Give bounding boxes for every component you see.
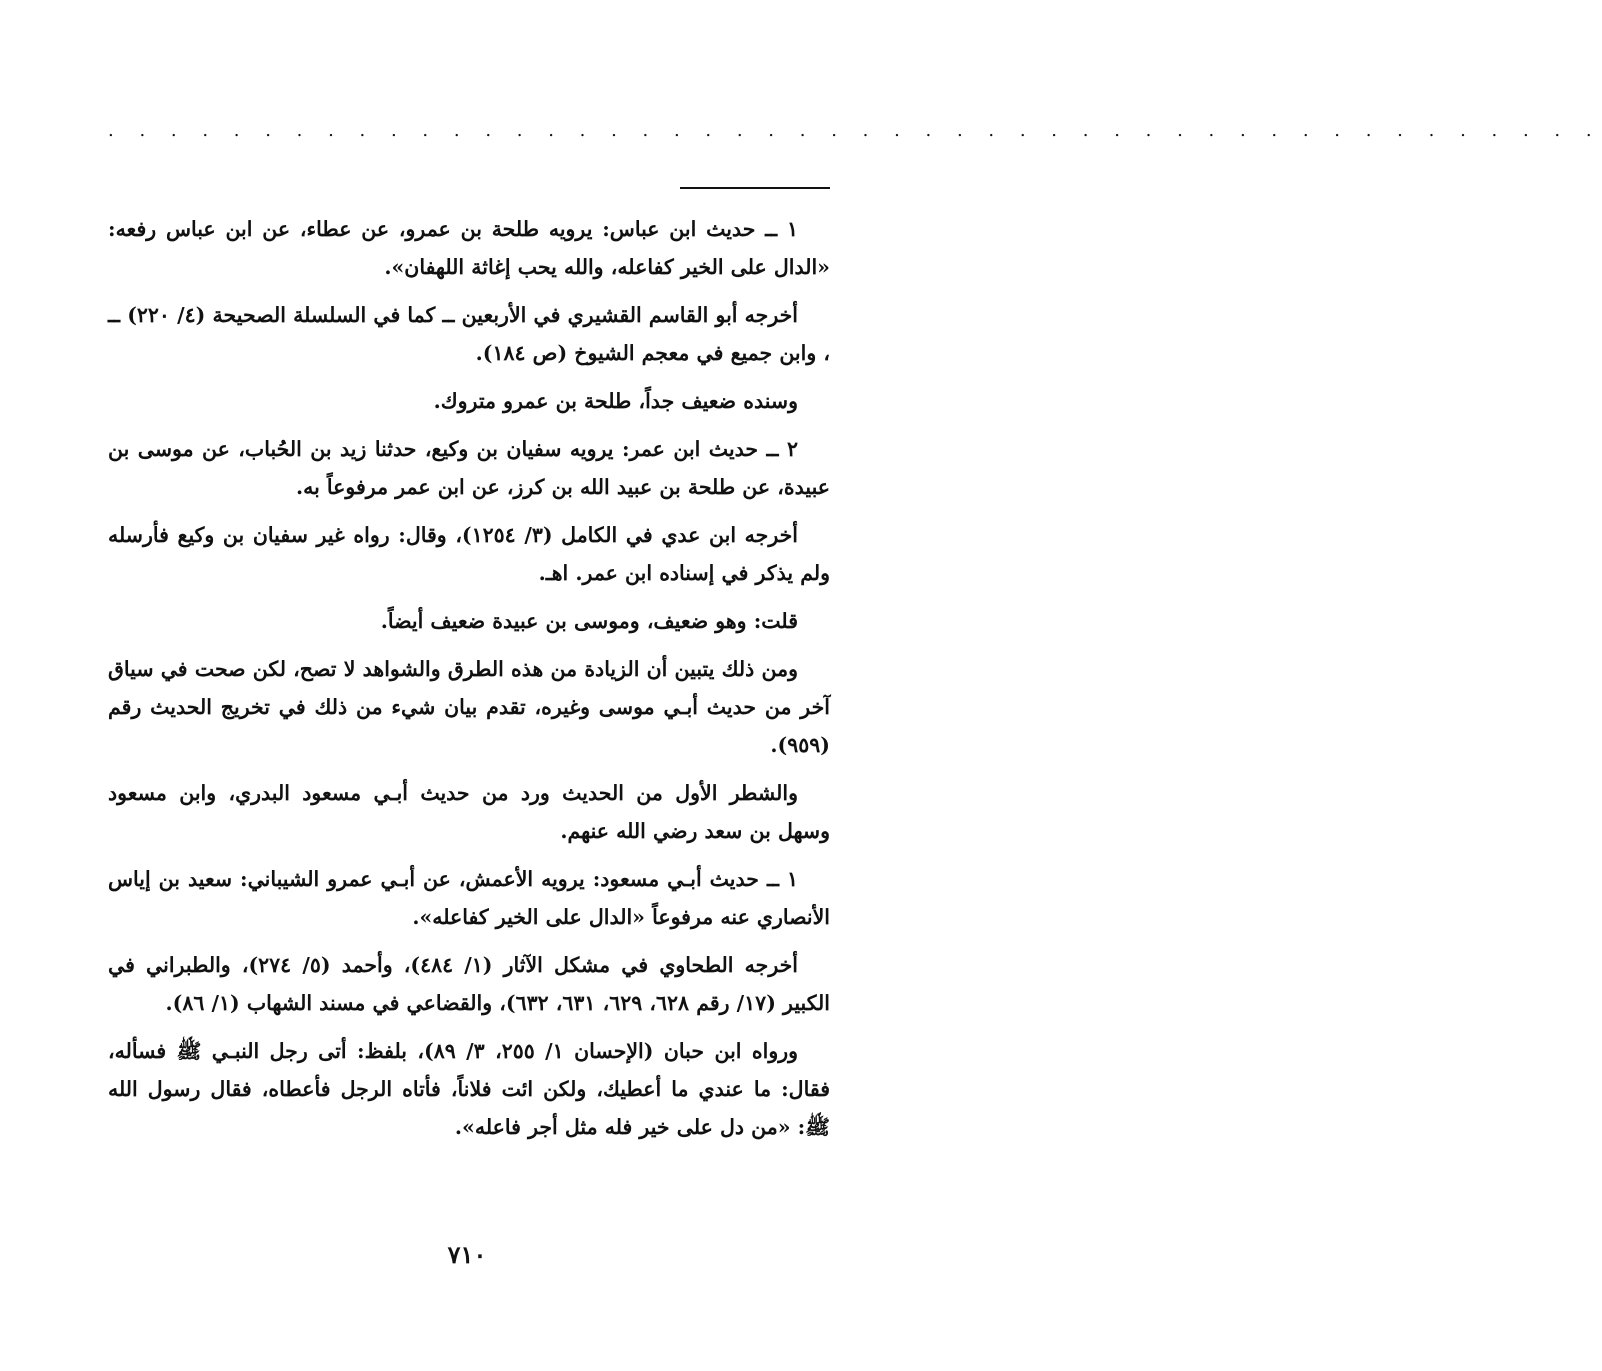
- footnote-rule: [680, 187, 830, 189]
- paragraph-10: أخرجه الطحاوي في مشكل الآثار (١/ ٤٨٤)، وأحمد (٥/ ٢٧٤)، والطبراني في الكبير (١٧/ رقم ٦٢٨، ٦٢٩، ٦٣١، ٦٣٢)، والقضاعي في مسند الشهاب (١/ ٨٦).: [108, 953, 830, 1015]
- paragraph-1: ١ ــ حديث ابن عباس: يرويه طلحة بن عمرو، عن عطاء، عن ابن عباس رفعه: «الدال على الخير كفاعله، والله يحب إغاثة اللهفان».: [108, 217, 830, 279]
- paragraph-9: ١ ــ حديث أبـي مسعود: يرويه الأعمش، عن أبـي عمرو الشيباني: سعيد بن إياس الأنصاري عنه مرفوعاً «الدال على الخير كفاعله».: [108, 867, 830, 929]
- page-number: ٧١٠: [447, 1240, 487, 1269]
- paragraph-8: والشطر الأول من الحديث ورد من حديث أبـي مسعود البدري، وابن مسعود وسهل بن سعد رضي الله عنهم.: [108, 781, 830, 843]
- paragraph-4: ٢ ــ حديث ابن عمر: يرويه سفيان بن وكيع، حدثنا زيد بن الحُباب، عن موسى بن عبيدة، عن طلحة بن عبيد الله بن كرز، عن ابن عمر مرفوعاً به.: [108, 437, 830, 499]
- paragraph-6: قلت: وهو ضعيف، وموسى بن عبيدة ضعيف أيضاً.: [380, 609, 798, 633]
- footnote-body: [108, 210, 830, 1156]
- paragraph-7: ومن ذلك يتبين أن الزيادة من هذه الطرق والشواهد لا تصح، لكن صحت في سياق آخر من حديث أبـي موسى وغيره، تقدم بيان شيء من ذلك في تخريج الحديث رقم (٩٥٩).: [108, 657, 830, 757]
- paragraph-11: ورواه ابن حبان (الإحسان ١/ ٢٥٥، ٣/ ٨٩)، بلفظ: أتى رجل النبـي ﷺ فسأله، فقال: ما عندي ما أعطيك، ولكن ائت فلاناً، فأتاه الرجل فأعطاه، فقال رسول الله ﷺ: «من دل على خير فله مثل أجر فاعله».: [108, 1039, 830, 1139]
- paragraph-5: أخرجه ابن عدي في الكامل (٣/ ١٢٥٤)، وقال: رواه غير سفيان بن وكيع فأرسله ولم يذكر في إسناده ابن عمر. اهـ.: [108, 523, 830, 585]
- paragraph-3: وسنده ضعيف جداً، طلحة بن عمرو متروك.: [433, 389, 798, 413]
- paragraph-2: أخرجه أبو القاسم القشيري في الأربعين ــ كما في السلسلة الصحيحة (٤/ ٢٢٠) ــ ، وابن جميع في معجم الشيوخ (ص ١٨٤).: [108, 303, 830, 365]
- dotted-separator: . . . . . . . . . . . . . . . . . . . . . . . . . . . . . . . . . . . . . . . . . . . . . . . .: [108, 120, 1602, 141]
